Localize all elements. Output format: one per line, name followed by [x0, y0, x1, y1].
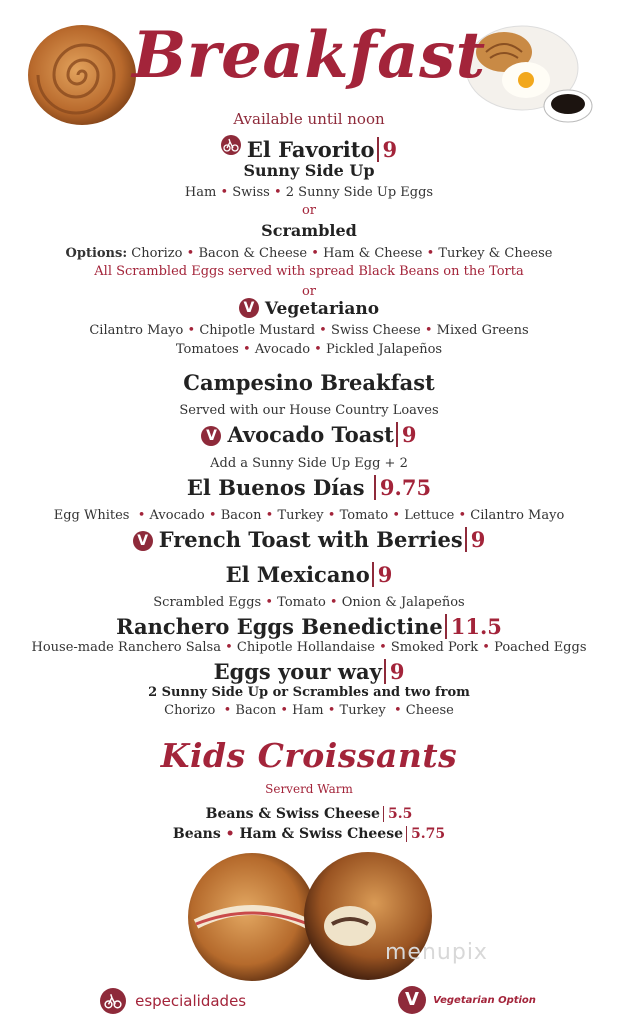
availability-note: Available until noon [233, 110, 385, 128]
el-favorito-price: 9 [377, 137, 398, 162]
especialidad-icon [100, 988, 126, 1014]
avocado-toast-note: Add a Sunny Side Up Egg + 2 [210, 456, 408, 471]
legend-especialidades: especialidades [100, 988, 250, 1014]
especialidad-icon [221, 135, 241, 155]
campesino-title: Campesino Breakfast [183, 370, 435, 395]
scrambled-note: All Scrambled Eggs served with spread Black Beans on the Torta [94, 264, 524, 279]
ranchero-items: House-made Ranchero Salsa • Chipotle Hollandaise • Smoked Pork • Poached Eggs [31, 640, 587, 655]
el-favorito-name: El Favorito [246, 137, 375, 162]
el-mexicano-heading: El Mexicano 9 [225, 562, 393, 587]
vegetarian-icon: V [133, 531, 153, 551]
menu-title: Breakfast [132, 18, 486, 93]
kids-subtitle: Serverd Warm [265, 782, 353, 796]
vegetarian-icon: V [201, 426, 221, 446]
sunny-side-items: Ham • Swiss • 2 Sunny Side Up Eggs [184, 185, 434, 200]
vegetariano-heading: V Vegetariano [0, 298, 618, 319]
vegetarian-icon: V [239, 298, 259, 318]
eggs-your-way-line1: 2 Sunny Side Up or Scrambles and two from [148, 685, 470, 700]
el-mexicano-items: Scrambled Eggs • Tomato • Onion & Jalapeños [153, 595, 465, 610]
kids-item-2: Beans • Ham & Swiss Cheese 5.75 [172, 826, 446, 842]
legend-vegetarian: V Vegetarian Option [398, 986, 538, 1016]
watermark: menupix [385, 940, 488, 965]
eggs-your-way-line2: Chorizo • Bacon • Ham • Turkey • Cheese [164, 703, 454, 718]
el-favorito-heading [0, 135, 618, 162]
buenos-dias-items: Egg Whites • Avocado • Bacon • Turkey • Tomato • Lettuce • Cilantro Mayo [53, 508, 565, 523]
avocado-toast-heading: V Avocado Toast 9 [0, 422, 618, 447]
kids-title: Kids Croissants [160, 736, 458, 775]
campesino-subtitle: Served with our House Country Loaves [179, 403, 439, 418]
or-divider-1: or [301, 203, 317, 218]
ranchero-heading: Ranchero Eggs Benedictine 11.5 [116, 614, 502, 639]
scrambled-options: Options: Chorizo • Bacon & Cheese • Ham & Cheese • Turkey & Cheese [65, 246, 553, 261]
or-divider-2: or [301, 284, 317, 299]
french-toast-heading: V French Toast with Berries 9 [0, 527, 618, 552]
sunny-side-title: Sunny Side Up [243, 161, 375, 180]
kids-item-1: Beans & Swiss Cheese 5.5 [205, 806, 413, 822]
vegetariano-items-1: Cilantro Mayo • Chipotle Mustard • Swiss Cheese • Mixed Greens [89, 323, 529, 338]
vegetariano-items-2: Tomatoes • Avocado • Pickled Jalapeños [175, 342, 443, 357]
buenos-dias-heading: El Buenos Días 9.75 [186, 475, 432, 500]
vegetarian-icon: V [398, 986, 426, 1014]
scrambled-title: Scrambled [261, 221, 357, 240]
eggs-your-way-heading: Eggs your way 9 [213, 659, 405, 684]
